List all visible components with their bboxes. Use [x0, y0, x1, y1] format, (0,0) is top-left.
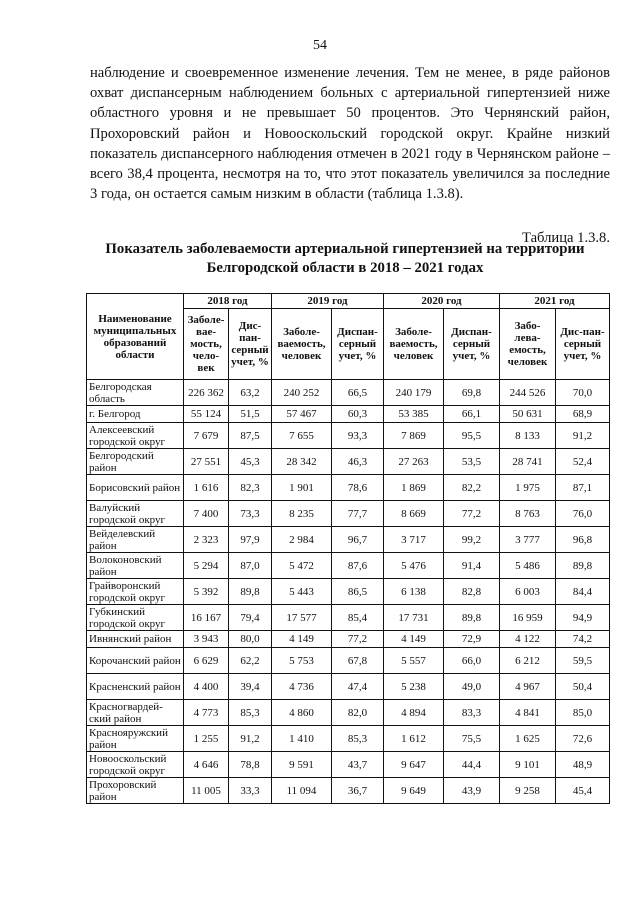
incidence-cell: 5 557 — [384, 648, 444, 674]
incidence-cell: 9 101 — [500, 752, 556, 778]
incidence-cell: 1 869 — [384, 475, 444, 501]
incidence-cell: 240 179 — [384, 380, 444, 406]
dispensary-cell: 91,4 — [444, 553, 500, 579]
incidence-cell: 2 323 — [184, 527, 229, 553]
table-row — [87, 700, 610, 726]
table-row — [87, 631, 610, 648]
incidence-cell: 8 133 — [500, 423, 556, 449]
incidence-cell: 1 612 — [384, 726, 444, 752]
dispensary-cell: 77,2 — [444, 501, 500, 527]
incidence-cell: 11 094 — [272, 778, 332, 804]
dispensary-cell: 78,6 — [332, 475, 384, 501]
header-dispensary-2021: Дис-пан-серный учет, % — [556, 309, 610, 380]
incidence-cell: 7 655 — [272, 423, 332, 449]
dispensary-cell: 97,9 — [229, 527, 272, 553]
incidence-cell: 17 731 — [384, 605, 444, 631]
dispensary-cell: 62,2 — [229, 648, 272, 674]
incidence-cell: 16 167 — [184, 605, 229, 631]
header-dispensary-2019: Диспан-серный учет, % — [332, 309, 384, 380]
incidence-cell: 4 967 — [500, 674, 556, 700]
incidence-cell: 6 003 — [500, 579, 556, 605]
incidence-cell: 226 362 — [184, 380, 229, 406]
incidence-cell: 57 467 — [272, 406, 332, 423]
incidence-cell: 5 472 — [272, 553, 332, 579]
municipality-name: Волоконовский район — [87, 553, 184, 579]
incidence-cell: 28 741 — [500, 449, 556, 475]
incidence-cell: 3 717 — [384, 527, 444, 553]
incidence-cell: 8 669 — [384, 501, 444, 527]
municipality-name: г. Белгород — [87, 406, 184, 423]
dispensary-cell: 78,8 — [229, 752, 272, 778]
incidence-cell: 3 777 — [500, 527, 556, 553]
incidence-cell: 27 263 — [384, 449, 444, 475]
incidence-cell: 55 124 — [184, 406, 229, 423]
incidence-cell: 27 551 — [184, 449, 229, 475]
dispensary-cell: 82,3 — [229, 475, 272, 501]
incidence-cell: 11 005 — [184, 778, 229, 804]
dispensary-cell: 93,3 — [332, 423, 384, 449]
header-dispensary-2020: Диспан-серный учет, % — [444, 309, 500, 380]
dispensary-cell: 68,9 — [556, 406, 610, 423]
incidence-cell: 4 122 — [500, 631, 556, 648]
dispensary-cell: 53,5 — [444, 449, 500, 475]
dispensary-cell: 75,5 — [444, 726, 500, 752]
table-row — [87, 380, 610, 406]
table-row — [87, 553, 610, 579]
dispensary-cell: 95,5 — [444, 423, 500, 449]
dispensary-cell: 47,4 — [332, 674, 384, 700]
dispensary-cell: 82,8 — [444, 579, 500, 605]
dispensary-cell: 82,2 — [444, 475, 500, 501]
incidence-cell: 1 255 — [184, 726, 229, 752]
incidence-cell: 1 975 — [500, 475, 556, 501]
dispensary-cell: 66,1 — [444, 406, 500, 423]
dispensary-cell: 87,1 — [556, 475, 610, 501]
dispensary-cell: 46,3 — [332, 449, 384, 475]
header-dispensary-2018: Дис-пан-серный учет, % — [229, 309, 272, 380]
dispensary-cell: 66,5 — [332, 380, 384, 406]
incidence-cell: 4 736 — [272, 674, 332, 700]
dispensary-cell: 43,7 — [332, 752, 384, 778]
table-row — [87, 778, 610, 804]
table-row — [87, 423, 610, 449]
dispensary-cell: 66,0 — [444, 648, 500, 674]
dispensary-cell: 91,2 — [556, 423, 610, 449]
dispensary-cell: 48,9 — [556, 752, 610, 778]
municipality-name: Борисовский район — [87, 475, 184, 501]
header-incidence-2020: Заболе-ваемость, человек — [384, 309, 444, 380]
dispensary-cell: 43,9 — [444, 778, 500, 804]
incidence-cell: 1 410 — [272, 726, 332, 752]
dispensary-cell: 94,9 — [556, 605, 610, 631]
page-number: 54 — [313, 38, 327, 53]
dispensary-cell: 89,8 — [556, 553, 610, 579]
incidence-cell: 4 149 — [272, 631, 332, 648]
header-incidence-2021: Забо-лева-емость, человек — [500, 309, 556, 380]
incidence-cell: 4 773 — [184, 700, 229, 726]
header-name-column: Наименование муниципальных образований области — [87, 294, 184, 380]
table-row — [87, 752, 610, 778]
incidence-cell: 9 258 — [500, 778, 556, 804]
dispensary-cell: 84,4 — [556, 579, 610, 605]
dispensary-cell: 63,2 — [229, 380, 272, 406]
incidence-cell: 17 577 — [272, 605, 332, 631]
incidence-cell: 5 476 — [384, 553, 444, 579]
incidence-cell: 8 235 — [272, 501, 332, 527]
incidence-cell: 5 486 — [500, 553, 556, 579]
incidence-cell: 5 294 — [184, 553, 229, 579]
dispensary-cell: 96,7 — [332, 527, 384, 553]
incidence-cell: 6 138 — [384, 579, 444, 605]
dispensary-cell: 83,3 — [444, 700, 500, 726]
municipality-name: Грайворонский городской округ — [87, 579, 184, 605]
dispensary-cell: 70,0 — [556, 380, 610, 406]
dispensary-cell: 69,8 — [444, 380, 500, 406]
table-title: Показатель заболеваемости артериальной гипертензией на территории Белгородской области в 2018 – 2021 годах — [105, 241, 585, 276]
dispensary-cell: 49,0 — [444, 674, 500, 700]
dispensary-cell: 85,0 — [556, 700, 610, 726]
dispensary-cell: 96,8 — [556, 527, 610, 553]
dispensary-cell: 59,5 — [556, 648, 610, 674]
incidence-cell: 4 400 — [184, 674, 229, 700]
table-row — [87, 648, 610, 674]
incidence-cell: 4 646 — [184, 752, 229, 778]
incidence-cell: 50 631 — [500, 406, 556, 423]
incidence-cell: 4 894 — [384, 700, 444, 726]
dispensary-cell: 85,3 — [229, 700, 272, 726]
municipality-name: Белгородская область — [87, 380, 184, 406]
dispensary-cell: 91,2 — [229, 726, 272, 752]
incidence-cell: 5 443 — [272, 579, 332, 605]
header-incidence-2019: Заболе-ваемость, человек — [272, 309, 332, 380]
dispensary-cell: 33,3 — [229, 778, 272, 804]
incidence-cell: 2 984 — [272, 527, 332, 553]
incidence-cell: 1 901 — [272, 475, 332, 501]
table-row — [87, 605, 610, 631]
dispensary-cell: 87,6 — [332, 553, 384, 579]
incidence-cell: 3 943 — [184, 631, 229, 648]
incidence-cell: 1 616 — [184, 475, 229, 501]
dispensary-cell: 36,7 — [332, 778, 384, 804]
table-row — [87, 726, 610, 752]
incidence-cell: 5 753 — [272, 648, 332, 674]
table-body — [87, 380, 610, 804]
municipality-name: Красненский район — [87, 674, 184, 700]
incidence-cell: 4 149 — [384, 631, 444, 648]
incidence-cell: 1 625 — [500, 726, 556, 752]
dispensary-cell: 99,2 — [444, 527, 500, 553]
incidence-cell: 6 212 — [500, 648, 556, 674]
incidence-cell: 9 647 — [384, 752, 444, 778]
incidence-cell: 4 860 — [272, 700, 332, 726]
header-incidence-2018: Заболе-вае-мость, чело-век — [184, 309, 229, 380]
municipality-name: Новооскольский городской округ — [87, 752, 184, 778]
body-paragraph: наблюдение и своевременное изменение лечения. Тем не менее, в ряде районов охват диспансерным наблюдением больных с артериальной гипертензией ниже областного уровня и не превышает 50 процентов. Это Чернянский район, Прохоровский район и Новооскольский городской округ. Крайне низкий показатель диспансерного наблюдения отмечен в 2021 году в Чернянском районе – всего 38,4 процента, несмотря на то, что этот показатель увеличился за последние 3 года, он остается самым низким в области (таблица 1.3.8). — [90, 65, 610, 203]
table-row — [87, 406, 610, 423]
incidence-cell: 9 649 — [384, 778, 444, 804]
dispensary-cell: 51,5 — [229, 406, 272, 423]
dispensary-cell: 45,4 — [556, 778, 610, 804]
dispensary-cell: 67,8 — [332, 648, 384, 674]
header-year-2018: 2018 год — [184, 294, 272, 309]
dispensary-cell: 86,5 — [332, 579, 384, 605]
municipality-name: Красногвардей-ский район — [87, 700, 184, 726]
table-row — [87, 501, 610, 527]
incidence-cell: 7 400 — [184, 501, 229, 527]
municipality-name: Алексеевский городской округ — [87, 423, 184, 449]
municipality-name: Прохоровский район — [87, 778, 184, 804]
incidence-cell: 53 385 — [384, 406, 444, 423]
statistics-table — [86, 293, 610, 804]
header-year-2021: 2021 год — [500, 294, 610, 309]
incidence-cell: 7 679 — [184, 423, 229, 449]
header-year-2019: 2019 год — [272, 294, 384, 309]
municipality-name: Краснояружский район — [87, 726, 184, 752]
dispensary-cell: 87,5 — [229, 423, 272, 449]
municipality-name: Ивнянский район — [87, 631, 184, 648]
header-year-2020: 2020 год — [384, 294, 500, 309]
municipality-name: Корочанский район — [87, 648, 184, 674]
dispensary-cell: 76,0 — [556, 501, 610, 527]
dispensary-cell: 80,0 — [229, 631, 272, 648]
table-row — [87, 449, 610, 475]
dispensary-cell: 44,4 — [444, 752, 500, 778]
dispensary-cell: 89,8 — [444, 605, 500, 631]
incidence-cell: 240 252 — [272, 380, 332, 406]
municipality-name: Белгородский район — [87, 449, 184, 475]
municipality-name: Валуйский городской округ — [87, 501, 184, 527]
dispensary-cell: 87,0 — [229, 553, 272, 579]
dispensary-cell: 50,4 — [556, 674, 610, 700]
dispensary-cell: 73,3 — [229, 501, 272, 527]
dispensary-cell: 82,0 — [332, 700, 384, 726]
dispensary-cell: 85,3 — [332, 726, 384, 752]
table-row — [87, 674, 610, 700]
dispensary-cell: 72,9 — [444, 631, 500, 648]
dispensary-cell: 45,3 — [229, 449, 272, 475]
table-label: Таблица 1.3.8. — [522, 230, 610, 246]
incidence-cell: 244 526 — [500, 380, 556, 406]
municipality-name: Вейделевский район — [87, 527, 184, 553]
dispensary-cell: 85,4 — [332, 605, 384, 631]
dispensary-cell: 60,3 — [332, 406, 384, 423]
incidence-cell: 5 392 — [184, 579, 229, 605]
incidence-cell: 9 591 — [272, 752, 332, 778]
table-row — [87, 527, 610, 553]
dispensary-cell: 79,4 — [229, 605, 272, 631]
dispensary-cell: 89,8 — [229, 579, 272, 605]
dispensary-cell: 52,4 — [556, 449, 610, 475]
dispensary-cell: 39,4 — [229, 674, 272, 700]
dispensary-cell: 72,6 — [556, 726, 610, 752]
incidence-cell: 7 869 — [384, 423, 444, 449]
dispensary-cell: 77,7 — [332, 501, 384, 527]
incidence-cell: 6 629 — [184, 648, 229, 674]
incidence-cell: 28 342 — [272, 449, 332, 475]
incidence-cell: 4 841 — [500, 700, 556, 726]
dispensary-cell: 74,2 — [556, 631, 610, 648]
table-row — [87, 579, 610, 605]
incidence-cell: 16 959 — [500, 605, 556, 631]
incidence-cell: 5 238 — [384, 674, 444, 700]
municipality-name: Губкинский городской округ — [87, 605, 184, 631]
incidence-cell: 8 763 — [500, 501, 556, 527]
table-row — [87, 475, 610, 501]
dispensary-cell: 77,2 — [332, 631, 384, 648]
